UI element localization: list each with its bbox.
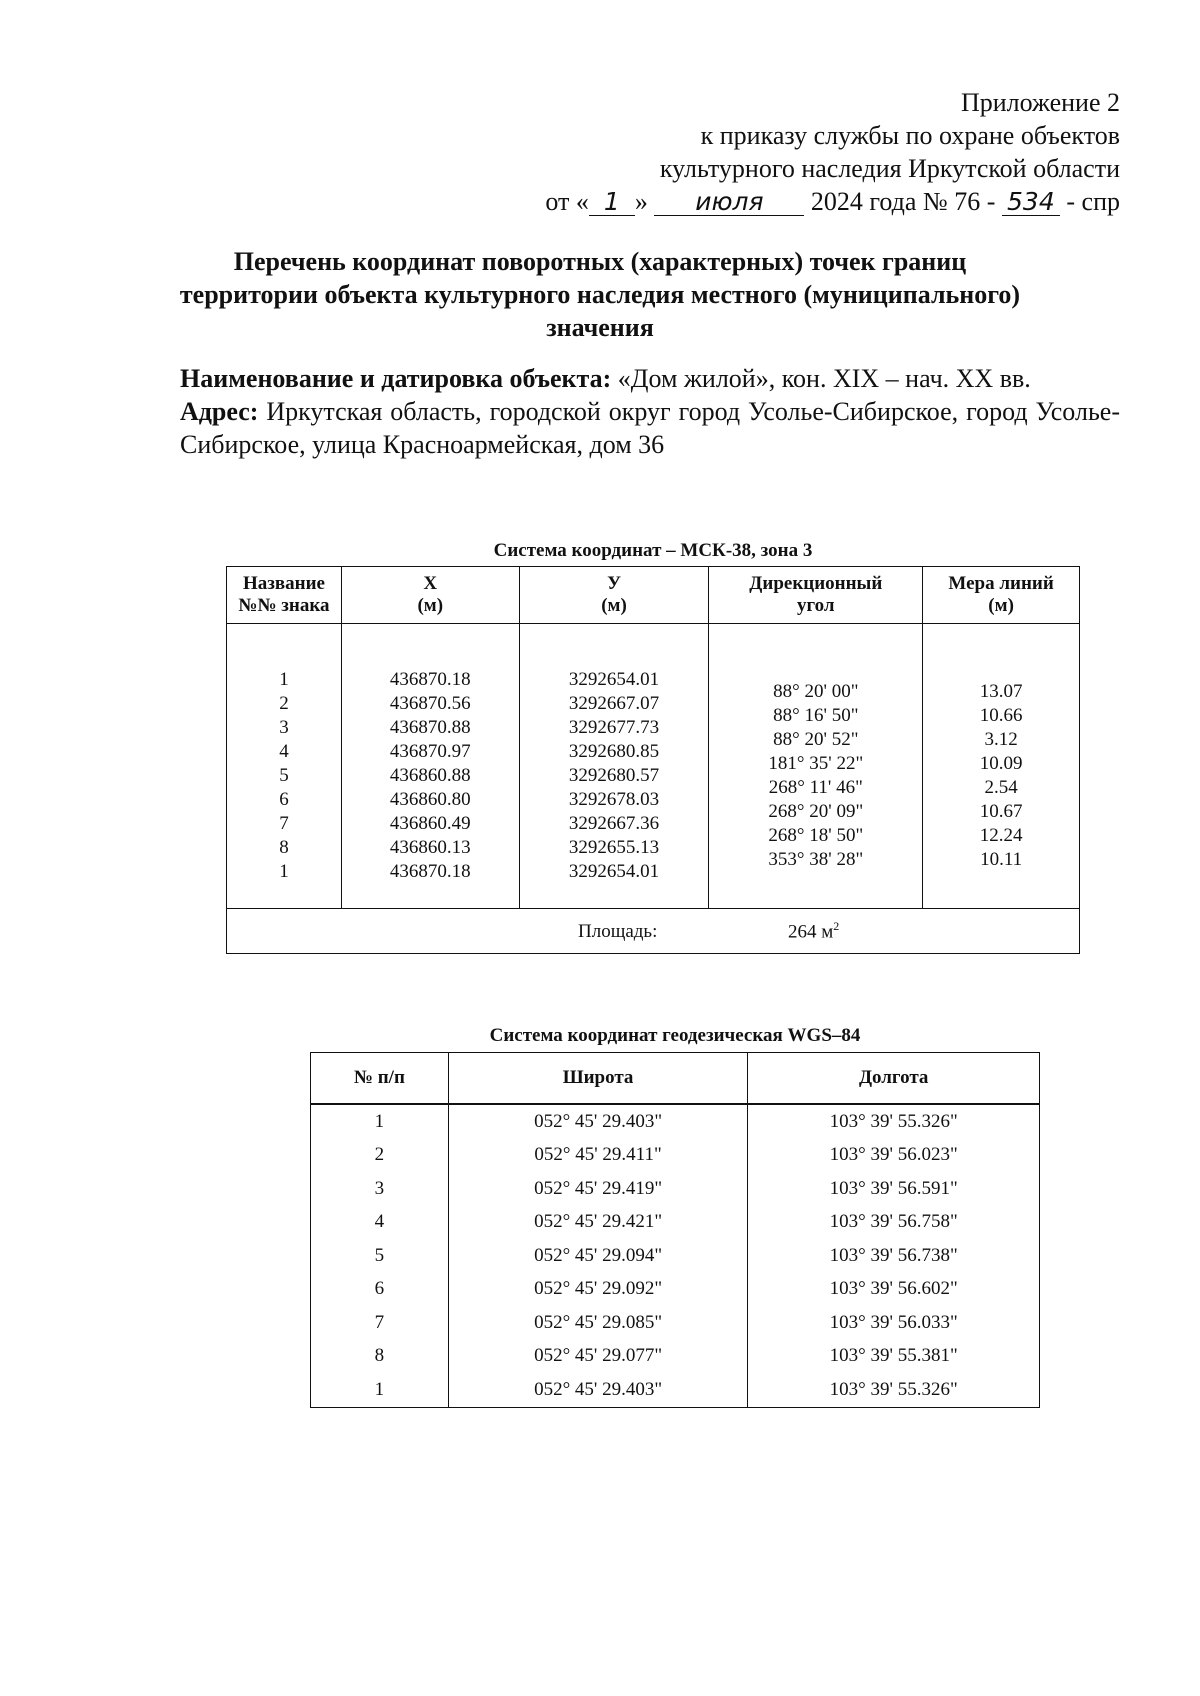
- wgs-longitude-cell: 103° 39' 55.326": [748, 1104, 1040, 1139]
- wgs-index-cell: 1: [311, 1104, 449, 1139]
- wgs-latitude-cell: 052° 45' 29.094": [448, 1239, 748, 1273]
- msk-cell: 4: [279, 741, 289, 762]
- msk-cell: 436870.56: [389, 693, 471, 714]
- msk-cell: 436860.80: [389, 789, 471, 810]
- msk-cell: 3292667.07: [568, 693, 660, 714]
- order-year: 2024 года № 76 -: [810, 187, 996, 216]
- wgs-index-cell: 3: [311, 1172, 449, 1206]
- title-line-3: значения: [546, 313, 654, 342]
- wgs-latitude-cell: 052° 45' 29.085": [448, 1306, 748, 1340]
- table-row: [311, 1104, 1040, 1139]
- wgs-latitude-cell: 052° 45' 29.077": [448, 1340, 748, 1374]
- msk-coordinates-table: [226, 566, 1080, 954]
- object-info: [180, 362, 1120, 461]
- msk-cell: 3: [279, 717, 289, 738]
- msk-cell: 436860.88: [389, 765, 471, 786]
- object-name-row: [180, 362, 1120, 395]
- wgs-table-caption: Система координат геодезическая WGS–84: [489, 1025, 861, 1046]
- order-month: июля: [654, 189, 804, 216]
- msk-cell: 8: [279, 837, 289, 858]
- msk-cell: 181° 35' 22": [768, 753, 864, 774]
- wgs-latitude-cell: 052° 45' 29.092": [448, 1273, 748, 1307]
- order-day: 1: [589, 189, 635, 216]
- msk-x-column: [341, 624, 519, 909]
- wgs-latitude-cell: 052° 45' 29.403": [448, 1373, 748, 1407]
- object-name-label: Наименование и датировка объекта:: [180, 364, 612, 393]
- msk-cell: 1: [279, 669, 289, 690]
- msk-cell: 10.11: [980, 849, 1023, 870]
- table-row: [311, 1206, 1040, 1240]
- wgs-longitude-cell: 103° 39' 56.602": [748, 1273, 1040, 1307]
- msk-cell: 88° 16' 50": [773, 705, 859, 726]
- wgs-coordinates-table: [310, 1052, 1040, 1408]
- msk-cell: 436860.13: [389, 837, 471, 858]
- msk-header-angle: Дирекционный угол: [709, 567, 923, 624]
- wgs-header-row: [311, 1053, 1040, 1105]
- msk-cell: 1: [279, 861, 289, 882]
- msk-data-row: [227, 624, 1080, 909]
- wgs-latitude-cell: 052° 45' 29.411": [448, 1139, 748, 1173]
- msk-cell: 3292654.01: [568, 861, 660, 882]
- order-authority-line: культурного наследия Иркутской области: [659, 154, 1120, 183]
- appendix-label: Приложение 2: [960, 88, 1120, 117]
- wgs-header-longitude: Долгота: [748, 1053, 1040, 1105]
- wgs-longitude-cell: 103° 39' 55.326": [748, 1373, 1040, 1407]
- msk-cell: 436870.18: [389, 861, 471, 882]
- msk-cell: 10.09: [979, 753, 1023, 774]
- wgs-longitude-cell: 103° 39' 56.738": [748, 1239, 1040, 1273]
- msk-cell: 7: [279, 813, 289, 834]
- msk-cell: 268° 18' 50": [768, 825, 864, 846]
- order-header: [500, 86, 1120, 218]
- wgs-index-cell: 1: [311, 1373, 449, 1407]
- table-row: [311, 1340, 1040, 1374]
- msk-cell: 12.24: [979, 825, 1023, 846]
- wgs-latitude-cell: 052° 45' 29.421": [448, 1206, 748, 1240]
- wgs-header-latitude: Широта: [448, 1053, 748, 1105]
- order-number: 534: [1002, 189, 1060, 216]
- object-name-value: «Дом жилой», кон. XIX – нач. XX вв.: [617, 364, 1031, 393]
- order-date-line: [500, 185, 1120, 218]
- msk-cell: 3.12: [984, 729, 1018, 750]
- wgs-index-cell: 4: [311, 1206, 449, 1240]
- msk-cell: 3292680.85: [568, 741, 660, 762]
- msk-cell: 10.67: [979, 801, 1023, 822]
- wgs-index-cell: 6: [311, 1273, 449, 1307]
- msk-cell: 268° 11' 46": [768, 777, 863, 798]
- msk-cell: 436870.88: [389, 717, 471, 738]
- msk-cell: 268° 20' 09": [768, 801, 864, 822]
- wgs-longitude-cell: 103° 39' 56.758": [748, 1206, 1040, 1240]
- msk-cell: 3292654.01: [568, 669, 660, 690]
- object-address-label: Адрес:: [180, 397, 259, 426]
- msk-y-column: [519, 624, 709, 909]
- area-label: Площадь:: [578, 921, 658, 943]
- msk-header-x: X (м): [341, 567, 519, 624]
- msk-cell: 13.07: [979, 681, 1023, 702]
- msk-cell: 436860.49: [389, 813, 471, 834]
- object-address-value: Иркутская область, городской округ город Усолье-Сибирское, город Усолье-Сибирское, улица Красноармейская, дом 36: [180, 397, 1120, 459]
- table-row: [311, 1139, 1040, 1173]
- table-row: [311, 1172, 1040, 1206]
- msk-cell: 10.66: [979, 705, 1023, 726]
- msk-cell: 436870.97: [389, 741, 471, 762]
- order-suffix: - спр: [1066, 187, 1120, 216]
- title-line-1: Перечень координат поворотных (характерных) точек границ: [233, 247, 967, 276]
- msk-area-cell: [227, 909, 1080, 954]
- wgs-header-index: № п/п: [311, 1053, 449, 1105]
- wgs-latitude-cell: 052° 45' 29.403": [448, 1104, 748, 1139]
- msk-cell: 3292667.36: [568, 813, 660, 834]
- object-address-row: [180, 395, 1120, 461]
- wgs-longitude-cell: 103° 39' 55.381": [748, 1340, 1040, 1374]
- msk-header-distance: Мера линий (м): [923, 567, 1080, 624]
- msk-cell: 3292677.73: [568, 717, 660, 738]
- msk-cell: 436870.18: [389, 669, 471, 690]
- wgs-longitude-cell: 103° 39' 56.591": [748, 1172, 1040, 1206]
- document-title: [150, 245, 1050, 344]
- table-row: [311, 1306, 1040, 1340]
- msk-cell: 88° 20' 00": [773, 681, 859, 702]
- msk-cell: 2.54: [984, 777, 1018, 798]
- wgs-index-cell: 5: [311, 1239, 449, 1273]
- wgs-index-cell: 2: [311, 1139, 449, 1173]
- title-line-2: территории объекта культурного наследия местного (муниципального): [179, 280, 1021, 309]
- table-row: [311, 1373, 1040, 1407]
- msk-header-point: Название №№ знака: [227, 567, 342, 624]
- msk-header-y: У (м): [519, 567, 709, 624]
- order-prefix: от «: [545, 187, 589, 216]
- wgs-index-cell: 7: [311, 1306, 449, 1340]
- msk-cell: 2: [279, 693, 289, 714]
- msk-angle-column: [709, 624, 923, 909]
- msk-cell: 3292680.57: [568, 765, 660, 786]
- order-day-close: »: [634, 187, 648, 216]
- wgs-table-body: [311, 1104, 1040, 1407]
- wgs-longitude-cell: 103° 39' 56.023": [748, 1139, 1040, 1173]
- msk-table-caption: Система координат – МСК-38, зона 3: [493, 540, 813, 561]
- msk-cell: 88° 20' 52": [773, 729, 859, 750]
- table-row: [311, 1273, 1040, 1307]
- msk-cell: 353° 38' 28": [768, 849, 864, 870]
- msk-distance-column: [923, 624, 1080, 909]
- area-value: 264 м: [788, 921, 834, 943]
- wgs-longitude-cell: 103° 39' 56.033": [748, 1306, 1040, 1340]
- msk-cell: 6: [279, 789, 289, 810]
- order-reference-line: к приказу службы по охране объектов: [700, 121, 1120, 150]
- msk-points-column: [227, 624, 342, 909]
- msk-header-row: [227, 567, 1080, 624]
- wgs-latitude-cell: 052° 45' 29.419": [448, 1172, 748, 1206]
- table-row: [311, 1239, 1040, 1273]
- msk-cell: 3292678.03: [568, 789, 660, 810]
- msk-cell: 5: [279, 765, 289, 786]
- wgs-index-cell: 8: [311, 1340, 449, 1374]
- area-unit-exponent: 2: [833, 918, 840, 933]
- msk-area-row: [227, 909, 1080, 954]
- msk-cell: 3292655.13: [568, 837, 660, 858]
